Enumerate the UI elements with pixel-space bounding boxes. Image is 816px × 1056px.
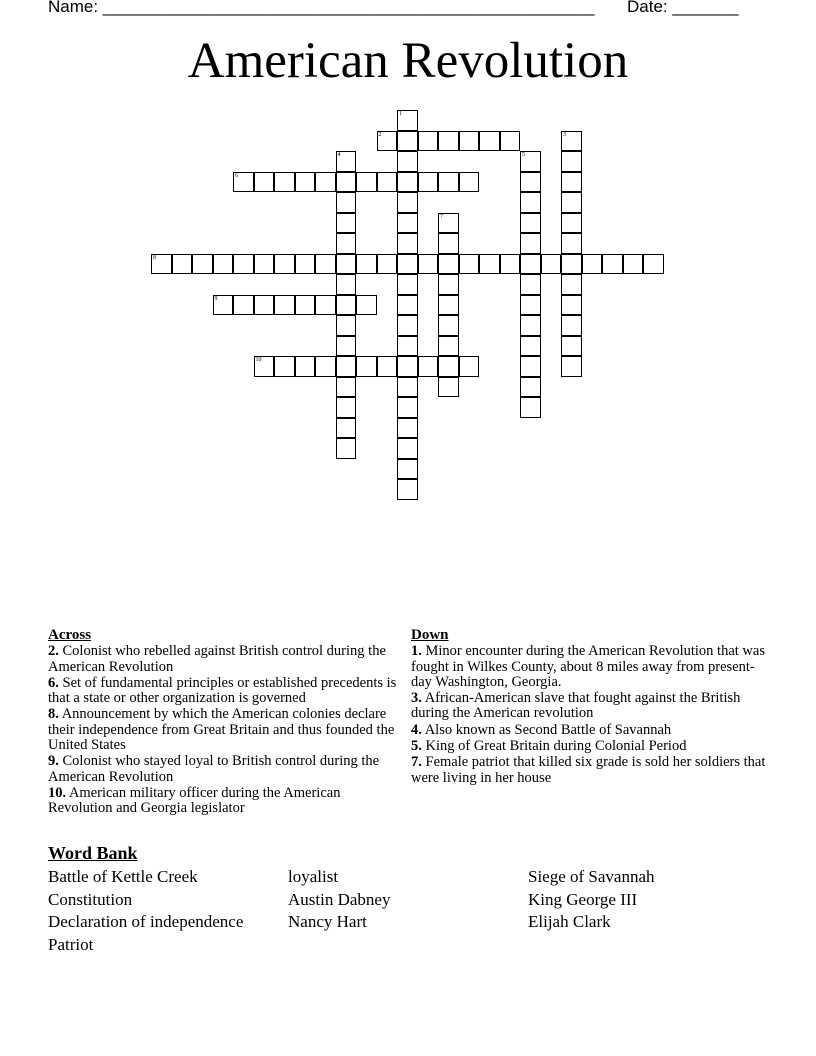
crossword-cell[interactable] — [336, 233, 357, 254]
crossword-cell[interactable] — [520, 356, 541, 377]
crossword-cell[interactable] — [520, 274, 541, 295]
crossword-cell[interactable] — [254, 254, 275, 275]
crossword-cell[interactable] — [561, 274, 582, 295]
crossword-cell[interactable] — [397, 295, 418, 316]
crossword-cell[interactable] — [315, 295, 336, 316]
crossword-cell[interactable] — [520, 336, 541, 357]
down-clues — [411, 628, 771, 787]
clue-text: African-American slave that fought against the British during the American revolution — [411, 690, 741, 722]
crossword-cell[interactable] — [397, 110, 418, 131]
clue-number: 5. — [411, 738, 422, 755]
crossword-cell[interactable] — [397, 131, 418, 152]
across-clues — [48, 628, 398, 818]
crossword-cell[interactable] — [561, 213, 582, 234]
clue-number: 1. — [411, 643, 422, 660]
across-clue-9 — [48, 754, 398, 785]
crossword-cell[interactable] — [397, 151, 418, 172]
crossword-cell[interactable] — [459, 131, 480, 152]
crossword-cell[interactable] — [336, 213, 357, 234]
crossword-cell[interactable] — [438, 172, 459, 193]
crossword-cell[interactable] — [356, 254, 377, 275]
clue-number: 9. — [48, 753, 59, 770]
crossword-cell[interactable] — [418, 172, 439, 193]
clue-text: Set of fundamental principles or established precedents is that a state or other organization is governed — [48, 674, 397, 707]
word-bank-item: Patriot — [48, 935, 94, 954]
crossword-cell[interactable] — [438, 336, 459, 357]
crossword-cell[interactable] — [561, 295, 582, 316]
clue-text: American military officer during the American Revolution and Georgia legislator — [48, 784, 341, 817]
clue-text: Also known as Second Battle of Savannah — [421, 721, 672, 738]
word-bank-item: Declaration of independence — [48, 912, 244, 931]
clue-number-label: 4 — [337, 152, 341, 158]
clue-text: Minor encounter during the American Revolution that was fought in Wilkes County, about 8 miles away from present-day Washington, Georgia. — [411, 643, 765, 690]
crossword-cell[interactable] — [520, 172, 541, 193]
clue-number-label: 7 — [440, 213, 443, 220]
crossword-cell[interactable] — [336, 315, 357, 336]
clue-number-label: 3 — [563, 131, 566, 138]
crossword-cell[interactable] — [233, 254, 254, 275]
crossword-cell[interactable] — [397, 213, 418, 234]
crossword-cell[interactable] — [520, 192, 541, 213]
crossword-cell[interactable] — [315, 356, 336, 377]
crossword-cell[interactable] — [254, 295, 275, 316]
clue-number: 7. — [411, 754, 422, 771]
down-clue-3 — [411, 691, 771, 722]
crossword-cell[interactable] — [561, 315, 582, 336]
crossword-cell[interactable] — [397, 438, 418, 459]
date-field-label: Date: _______ — [627, 0, 739, 16]
crossword-cell[interactable] — [336, 356, 357, 377]
across-clue-6 — [48, 676, 398, 707]
clue-number: 10. — [48, 784, 67, 801]
crossword-cell[interactable] — [356, 172, 377, 193]
crossword-cell[interactable] — [336, 418, 357, 439]
word-bank-item: King George III — [528, 890, 638, 909]
crossword-cell[interactable] — [336, 172, 357, 193]
crossword-cell[interactable] — [459, 356, 480, 377]
crossword-cell[interactable] — [520, 295, 541, 316]
clue-number-label: 1 — [399, 111, 402, 117]
crossword-cell[interactable] — [336, 336, 357, 357]
crossword-cell[interactable] — [643, 254, 664, 275]
clue-number: 2. — [48, 643, 59, 660]
crossword-cell[interactable] — [254, 356, 275, 377]
word-bank-item: Nancy Hart — [288, 912, 367, 931]
crossword-cell[interactable] — [438, 213, 459, 234]
crossword-cell[interactable] — [233, 172, 254, 193]
crossword-cell[interactable] — [397, 315, 418, 336]
crossword-cell[interactable] — [274, 254, 295, 275]
across-clue-8 — [48, 707, 398, 753]
crossword-cell[interactable] — [336, 151, 357, 172]
crossword-cell[interactable] — [561, 131, 582, 152]
crossword-cell[interactable] — [397, 377, 418, 398]
crossword-cell[interactable] — [397, 172, 418, 193]
crossword-cell[interactable] — [561, 192, 582, 213]
crossword-cell[interactable] — [459, 254, 480, 275]
clue-text: Colonist who rebelled against British control during the American Revolution — [48, 643, 386, 675]
down-clue-1 — [411, 644, 771, 690]
crossword-cell[interactable] — [418, 356, 439, 377]
crossword-cell[interactable] — [520, 151, 541, 172]
crossword-cell[interactable] — [561, 356, 582, 377]
crossword-cell[interactable] — [438, 254, 459, 275]
crossword-cell[interactable] — [397, 254, 418, 275]
crossword-cell[interactable] — [582, 254, 603, 275]
clue-number: 4. — [411, 721, 422, 738]
crossword-cell[interactable] — [254, 172, 275, 193]
crossword-cell[interactable] — [377, 131, 398, 152]
clue-number-label: 9 — [214, 295, 218, 302]
page-title: American Revolution — [187, 33, 629, 89]
clue-text: Colonist who stayed loyal to British control during the American Revolution — [48, 753, 380, 785]
down-heading: Down — [411, 627, 449, 643]
crossword-cell[interactable] — [479, 131, 500, 152]
down-clue-5 — [411, 739, 771, 754]
crossword-cell[interactable] — [336, 397, 357, 418]
across-heading: Across — [48, 627, 92, 643]
crossword-cell[interactable] — [520, 377, 541, 398]
clue-number: 6. — [48, 674, 59, 691]
clue-number-label: 2 — [378, 131, 382, 138]
crossword-cell[interactable] — [397, 336, 418, 357]
crossword-cell[interactable] — [438, 315, 459, 336]
crossword-cell[interactable] — [274, 295, 295, 316]
crossword-cell[interactable] — [438, 295, 459, 316]
word-bank-item: Battle of Kettle Creek — [48, 867, 198, 886]
crossword-cell[interactable] — [459, 172, 480, 193]
crossword-cell[interactable] — [479, 254, 500, 275]
crossword-cell[interactable] — [561, 151, 582, 172]
crossword-cell[interactable] — [377, 172, 398, 193]
clue-text: King of Great Britain during Colonial Period — [421, 738, 687, 755]
across-clue-10 — [48, 786, 398, 817]
word-bank-item: Constitution — [48, 890, 133, 909]
crossword-cell[interactable] — [397, 397, 418, 418]
crossword-cell[interactable] — [356, 295, 377, 316]
clue-number: 8. — [48, 706, 59, 723]
crossword-cell[interactable] — [561, 172, 582, 193]
crossword-cell[interactable] — [213, 254, 234, 275]
crossword-cell[interactable] — [336, 295, 357, 316]
crossword-cell[interactable] — [397, 418, 418, 439]
crossword-cell[interactable] — [520, 233, 541, 254]
crossword-cell[interactable] — [418, 131, 439, 152]
crossword-cell[interactable] — [172, 254, 193, 275]
crossword-cell[interactable] — [623, 254, 644, 275]
crossword-cell[interactable] — [397, 274, 418, 295]
crossword-cell[interactable] — [336, 274, 357, 295]
crossword-cell[interactable] — [274, 172, 295, 193]
crossword-cell[interactable] — [397, 356, 418, 377]
crossword-cell[interactable] — [541, 254, 562, 275]
clue-number-label: 8 — [153, 254, 156, 261]
clue-number-label: 6 — [235, 172, 238, 179]
crossword-cell[interactable] — [438, 356, 459, 377]
crossword-cell[interactable] — [438, 377, 459, 398]
crossword-cell[interactable] — [336, 377, 357, 398]
crossword-cell[interactable] — [520, 213, 541, 234]
crossword-cell[interactable] — [213, 295, 234, 316]
crossword-cell[interactable] — [438, 233, 459, 254]
clue-text: Female patriot that killed six grade is sold her soldiers that were living in her house — [411, 754, 766, 786]
crossword-cell[interactable] — [520, 315, 541, 336]
crossword-cell[interactable] — [295, 295, 316, 316]
crossword-cell[interactable] — [500, 131, 521, 152]
crossword-cell[interactable] — [336, 438, 357, 459]
crossword-cell[interactable] — [315, 254, 336, 275]
crossword-cell[interactable] — [397, 479, 418, 500]
crossword-cell[interactable] — [397, 233, 418, 254]
crossword-cell[interactable] — [438, 131, 459, 152]
crossword-cell[interactable] — [520, 254, 541, 275]
crossword-cell[interactable] — [356, 356, 377, 377]
crossword-cell[interactable] — [377, 356, 398, 377]
crossword-cell[interactable] — [377, 254, 398, 275]
crossword-cell[interactable] — [336, 192, 357, 213]
word-bank-item: loyalist — [288, 867, 339, 886]
crossword-cell[interactable] — [233, 295, 254, 316]
word-bank-item: Austin Dabney — [288, 890, 391, 909]
word-bank-item: Siege of Savannah — [528, 867, 655, 886]
crossword-cell[interactable] — [520, 397, 541, 418]
clue-number-label: 5 — [522, 152, 525, 158]
crossword-cell[interactable] — [438, 274, 459, 295]
crossword-cell[interactable] — [561, 336, 582, 357]
across-clue-2 — [48, 644, 398, 675]
word-bank-item: Elijah Clark — [528, 912, 611, 931]
crossword-cell[interactable] — [602, 254, 623, 275]
clue-text: Announcement by which the American colonies declare their independence from Great Britain and thus founded the United States — [48, 706, 395, 754]
crossword-cell[interactable] — [418, 254, 439, 275]
crossword-cell[interactable] — [274, 356, 295, 377]
crossword-cell[interactable] — [397, 459, 418, 480]
down-clue-4 — [411, 723, 771, 738]
crossword-cell[interactable] — [295, 356, 316, 377]
word-bank-title: Word Bank — [48, 843, 138, 863]
crossword-cell[interactable] — [561, 254, 582, 275]
crossword-cell[interactable] — [295, 172, 316, 193]
crossword-cell[interactable] — [295, 254, 316, 275]
clue-number: 3. — [411, 690, 422, 707]
down-clue-7 — [411, 755, 771, 786]
crossword-cell[interactable] — [561, 233, 582, 254]
crossword-cell[interactable] — [315, 172, 336, 193]
name-field-label: Name: ____________________________________________________ — [48, 0, 595, 16]
crossword-cell[interactable] — [500, 254, 521, 275]
clue-number-label: 10 — [255, 357, 262, 363]
crossword-cell[interactable] — [336, 254, 357, 275]
crossword-cell[interactable] — [151, 254, 172, 275]
crossword-cell[interactable] — [192, 254, 213, 275]
crossword-cell[interactable] — [397, 192, 418, 213]
